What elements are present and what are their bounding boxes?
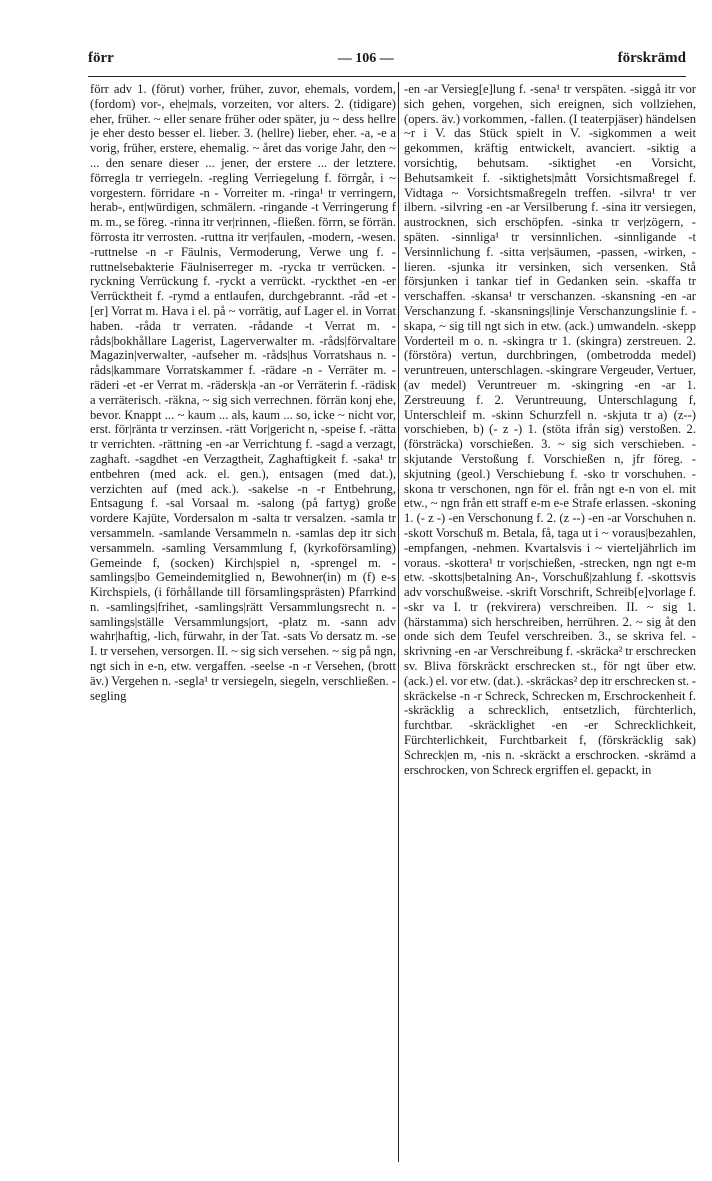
right-column-entries: -en -ar Versieg[e]lung f. -sena¹ tr verspäten. -siggå itr vor sich gehen, vorgehen, sich ereignen, sich vollziehen, (opers. äv.) vorkommen, -fallen. (I teaterpjäser) händelsen ~r i V. das Stück spielt in V. -sigkommen a weit gekommen, kräftig entwickelt, avanciert. -siktig a vorsichtig, behutsam. -siktighet -en Vorsicht, Behutsamkeit f. -siktighets|mått Vorsichtsmaßregel f. Vidtaga ~ Vorsichtsmaßregeln treffen. -silvra¹ tr ver ilbern. -silvring -en -ar Versilberung f. -sina itr versiegen, austrocknen, sich erschöpfen. -sinka tr ver|zögern, -späten. -sinnliga¹ tr versinnlichen. -sinnligande -t Versinnlichung f. -sitta ver|säumen, -passen, -wirken, -lieren. -sjunka itr versinken, sich versenken. Stå försjunken i tankar tief in Gedanken sein. -skaffa tr verschaffen. -skansa¹ tr verschanzen. -skansning -en -ar Verschanzung f. -skansnings|linje Verschanzungslinie f. -skapa, ~ sig till ngt sich in etw. (ack.) umwandeln. -skepp Vorderteil m o. n. -skingra tr 1. (skingra) zerstreuen. 2. (förstöra) vertun, durchbringen, (ombetrodda medel) veruntreuen, unterschlagen. -skingrare Vergeuder, Vertuer, (av medel) Veruntreuer m. -skingring -en -ar 1. Zerstreuung f. 2. Veruntreuung, Unterschlagung f, Unterschleif m. -skinn Schurzfell n. -skjuta tr a) (z--) vorschieben, b) (- z -) 1. (stöta ifrån sig) verstoßen. 2. (försträcka) vorschießen. 3. ~ sig sich verschieben. -skjutande Verstoßung f. Vorschießen n, jfr föreg. -skjutning (geol.) Verschiebung f. -sko tr vorschuhen. -skona tr verschonen, ngn för el. från ngt e-n von el. mit etw., ~ ngn från ett straff e-m e-e Strafe erlassen. -skoning 1. (- z -) -en Verschonung f. 2. (z --) -en -ar Vorschuhen n. -skott Vorschuß m. Betala, få, taga ut i ~ voraus|bezahlen, -empfangen, -nehmen. Kvartalsvis i ~ vierteljährlich im voraus. -skottera¹ tr vor|schießen, -strecken, ngn ngt e-m etw. -skotts|betalning An-, Vorschuß|zahlung f. -skottsvis adv vorschußweise. -skrift Vorschrift, Schreib[e]vorlage f. -skr va I. tr (rekvirera) verschreiben. II. ~ sig 1. (härstamma) sich herschreiben, herrühren. 2. ~ sig åt den onde sich dem Teufel verschreiben. 3., se skriva fel. -skrivning -en -ar Verschreibung f. -skräcka² tr erschrecken sv. Bliva förskräckt erschrecken st., för ngt über etw. (ack.) el. vor etw. (dat.). -skräckas² dep itr erschrecken st. -skräckelse -n -r Schreck, Schrecken m, Erschrockenheit f. -skräcklig a schrecklich, entsetzlich, fürchterlich, furchtbar. -skräcklighet -en -er Schrecklichkeit, Fürchterlichkeit, Furchtbarkeit f, (förskräcklig sak) Schreck|en m, -nis n. -skräckt a erschrocken. -skrämd a erschrocken, von Schreck ergriffen el. gepackt, in — [404, 82, 696, 777]
page-header — [88, 50, 686, 72]
page-number: — 106 — — [337, 51, 394, 66]
header-right-word: förskrämd — [617, 50, 686, 66]
header-rule — [88, 76, 686, 77]
left-column — [90, 82, 396, 1162]
right-column — [404, 82, 696, 1162]
header-left-word: förr — [88, 50, 114, 66]
left-column-entries: förr adv 1. (förut) vorher, früher, zuvor, ehemals, vordem, (fordom) vor-, ehe|mals, vorzeiten, vor alters. 2. (tidigare) eher, früher. ~ eller senare früher oder später, ju ~ dess hellre je eher desto besser el. lieber. 3. (hellre) lieber, eher. -a, -e a vorig, früher, erstere, ehemalig. ~ året das vorige Jahr, den ~ ... den senare dieser ... jener, der erstere ... der letztere. förregla tr verriegeln. -regling Verriegelung f. förrgår, i ~ vorgestern. förridare -n - Vorreiter m. -ringa¹ tr verringern, herab-, ent|würdigen, schmälern. -ringande -t Verringerung f m. m., se föreg. -rinna itr ver|rinnen, -fließen. förrn, se förrän. förrosta itr verrosten. -ruttna itr ver|faulen, -modern, -wesen. -ruttnelse -n -r Fäulnis, Vermoderung, Verwe ung f. -ruttnelsebakterie Fäulniserreger m. -rycka tr verrücken. -ryckning Verrückung f. -ryckt a verrückt. -ryckthet -en -er Verrücktheit f. -rymd a entlaufen, durchgebrannt. -råd -et -[er] Vorrat m. Hava i el. på ~ vorrätig, auf Lager el. in Vorrat haben. -råda tr verraten. -rådande -t Verrat m. -råds|bokhållare Lagerist, Lagerverwalter m. -råds|förvaltare Magazin|verwalter, -aufseher m. -råds|hus Vorratshaus n. -råds|kammare Vorratskammer f. -rädare -n - Verräter m. -räderi -et -er Verrat m. -rädersk|a -an -or Verräterin f. -rädisk a verräterisch. -räkna, ~ sig sich verrechnen. förrän konj ehe, bevor. Knappt ... ~ kaum ... als, kaum ... so, icke ~ nicht vor, erst. för|ränta tr verzinsen. -rätt Vor|gericht n, -speise f. -rätta tr verrichten. -rättning -en -ar Verrichtung f. -sagd a verzagt, zaghaft. -sagdhet -en Verzagtheit, Zaghaftigkeit f. -saka¹ tr entbehren (med ack. el. gen.), entsagen (med dat.), verzichten auf (med ack.). -sakelse -n -r Entbehrung, Entsagung f. -sal Vorsaal m. -salong (på fartyg) große vordere Kajüte, Vordersalon m -salta tr versalzen. -samla tr versammeln. -samlande Versammeln n. -samlas dep itr sich versammeln. -samling Versammlung f, (kyrkoförsamling) Gemeinde f, (socken) Kirch|spiel n, -sprengel m. -samlings|bo Gemeindemitglied n, Bewohner(in) m (f) e-s Kirchspiels, (i förhållande till församlingsprästen) Pfarrkind n. -samlings|frihet, -samlings|rätt Versammlungsrecht n. -samlings|ställe Versammlungs|ort, -platz m. -sann adv wahr|haftig, -lich, fürwahr, in der Tat. -sats Vo dersatz m. -se I. tr versehen, versorgen. II. ~ sig sich versehen. ~ sig på ngn, ngt sich in e-n, etw. vergaffen. -seelse -n -r Versehen, (brott äv.) Vergehen n. -segla¹ tr versiegeln, siegeln, verschließen. -segling — [90, 82, 396, 703]
column-divider — [398, 82, 399, 1162]
